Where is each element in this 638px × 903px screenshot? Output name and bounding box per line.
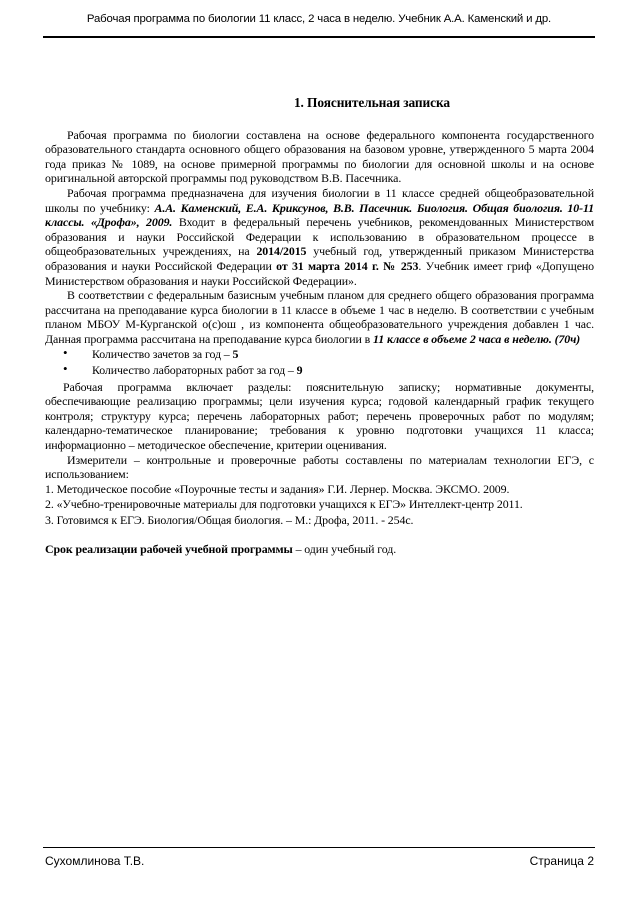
bullet-labs-label: Количество лабораторных работ за год – <box>92 363 297 378</box>
p2-book: А.А. Каменский, Е.А. Криксунов, В.В. Пасечник. Биология. Общая биология. 10-11 классы. «Дрофа», 2009. <box>45 200 594 230</box>
footer-author: Сухомлинова Т.В. <box>45 854 145 868</box>
paragraph-1: Рабочая программа по биологии составлена на основе федерального компонента государственного образовательного стандарта основного общего образования на базовом уровне, утвержденного 5 марта 2004 года приказ № 1089, на основе примерной программы по биологии для основной школы и на основе оригинальной авторской программы под руководством В.В. Пасечника. <box>45 127 594 186</box>
p3-emph: 11 классе в объеме 2 часа в неделю <box>373 331 549 346</box>
footer-page-number: Страница 2 <box>529 854 594 868</box>
term-label: Срок реализации рабочей учебной программы <box>45 541 293 556</box>
header-rule <box>43 36 595 38</box>
paragraph-2 <box>45 186 594 288</box>
program-term <box>45 542 594 557</box>
bullet-list <box>45 347 594 378</box>
paragraph-5: Измерители – контрольные и проверочные работы составлены по материалам технологии ЕГЭ, с использованием: <box>45 452 594 482</box>
bullet-credits-value: 5 <box>232 346 239 361</box>
reference-1: 1. Методическое пособие «Поурочные тесты и задания» Г.И. Лернер. Москва. ЭКСМО. 2009. <box>45 481 510 496</box>
p3-start: В соответствии с федеральным базисным учебным планом для среднего общего образования программа рассчитана на преподавание курса биологии в 11 классе в объеме 1 час в неделю. В соответствии с учебным планом МБОУ М-Курганской о(с)ош , из компонента общеобразовательного учреждения добавлен 1 час. Данная программа рассчитана на преподавание курса биологии в <box>45 288 594 346</box>
paragraph-3 <box>45 288 594 346</box>
section-title: 1. Пояснительная записка <box>293 95 451 110</box>
p2-mid: Входит в федеральный перечень учебников, рекомендованных Министерством образования и науки Российской Федерации к использованию в образовательном процессе в общеобразовательных учреждениях, на <box>45 215 594 259</box>
p2-start: Рабочая программа предназначена для изучения биологии в 11 классе средней общеобразовательной школы по учебнику: <box>45 185 594 215</box>
p2-date: от 31 марта 2014 г. № 253 <box>276 258 419 273</box>
paragraph-4: Рабочая программа включает разделы: пояснительную записку; нормативные документы, обеспечивающие реализацию программы; цели изучения курса; годовой календарный график текущего контроля; структуру курса; перечень лабораторных работ; перечень проверочных работ по модулям; календарно-тематическое планирование; требования к уровню подготовки учащихся 11 класса; информационно – методическое обеспечение, критерии оценивания. <box>45 379 594 453</box>
bullet-labs <box>45 363 594 378</box>
p3-end: . (70ч) <box>548 331 581 346</box>
footer-rule <box>43 847 595 848</box>
reference-2: 2. «Учебно-тренировочные материалы для подготовки учащихся к ЕГЭ» Интеллект-центр 2011. <box>45 497 523 512</box>
p2-mid2: учебный год, утвержденный приказом Министерства образования и науки Российской Федерации <box>45 244 594 273</box>
term-value: – один учебный год. <box>292 541 397 556</box>
bullet-credits-label: Количество зачетов за год – <box>92 346 233 361</box>
page-footer <box>45 854 594 868</box>
p2-year: 2014/2015 <box>256 244 307 259</box>
document-body <box>45 96 594 556</box>
bullet-labs-value: 9 <box>296 363 303 378</box>
p2-end: . Учебник имеет гриф «Допущено Министерством образования и науки Российской Федерации». <box>45 258 594 288</box>
page-header: Рабочая программа по биологии 11 класс, 2 часа в неделю. Учебник А.А. Каменский и др. <box>86 13 552 25</box>
reference-3: 3. Готовимся к ЕГЭ. Биология/Общая биология. – М.: Дрофа, 2011. - 254с. <box>45 513 414 528</box>
bullet-credits <box>45 347 594 362</box>
